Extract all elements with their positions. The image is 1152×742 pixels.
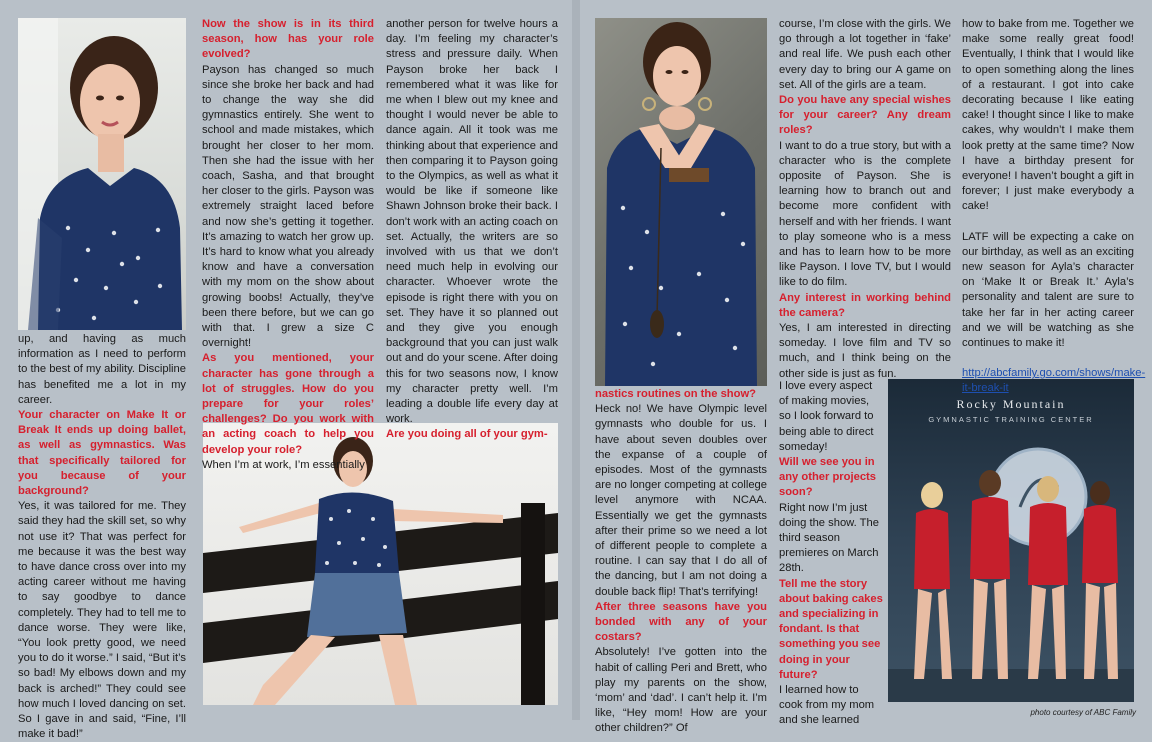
interview-question: Are you doing all of your gym- [386,428,548,441]
interview-question: Now the show is in its third season, how has your role evolved? [202,18,374,61]
poster-illustration [888,379,1134,702]
interview-question: As you mentioned, your character has gone through a lot of struggles. How do you prepare for your roles’ challenges? Do you work with an acting coach to help you develop your role? [202,352,374,456]
interview-answer: I learned how to cook from my mom and she learned [779,684,875,727]
interview-question: Do you have any special wishes for your career? Any dream roles? [779,94,951,137]
interview-question: After three seasons have you bonded with any of your costars? [595,600,767,644]
column-4 [595,387,767,735]
interview-answer: Absolutely! I’ve gotten into the habit of calling Peri and Brett, who play my parents on the show, ‘mom’ and ‘dad’. I can’t help it. I’m like, “Hey mom! How are your other children?” Of [595,646,767,735]
interview-answer: course, I’m close with the girls. We go through a lot together in ‘fake’ and real life. We push each other every day to bring our A game on set. All of the girls are a team. [779,18,952,91]
column-5 [779,17,951,379]
interview-answer: how to bake from me. Together we make some really great food! Eventually, I think that I would like to open something along the lines of a restaurant. I got into cake decorating because I like eating cake! I thought since I like to make cakes, why wouldn’t I make them look pretty at the same time? Now I have a birthday present for everyone! I haven’t bought a gift in forever; I just make everybody a cake! [962,18,1134,213]
poster-title: Rocky Mountain [956,397,1066,411]
interview-answer: Yes, it was tailored for me. They said they had the skill set, so why not use it? That was perfect for me because it was the best way to have dance cross over into my acting career without me having to say goodbye to dance completely. They had to tell me to dance worse. They were like, “You look pretty good, we need you to do it worse.” I said, “But it’s so bad! My elbows down and my back is arched!” They could see how much I loved dancing on set. So I gave in and said, “Fine, I’ll make it bad!” [18,500,186,741]
hands-chin-illustration [595,18,767,386]
interview-question: nastics routines on the show? [595,388,756,400]
interview-answer: LATF will be expecting a cake on our birthday, as well as an exciting new season for Ayla’s character on ‘Make It or Break It.’ Ayla’s personality and talent are sure to take her far in her acting career and we will be watching as she continues to make it! [962,230,1134,350]
interview-question: Will we see you in any other projects soon? [779,456,876,499]
interview-answer: up, and having as much information as I need to perform to the best of my ability. Discipline has benefited me a lot in my career. [18,333,186,406]
column-1 [18,332,186,741]
poster-subtitle: GYMNASTIC TRAINING CENTER [928,415,1094,424]
column-3 [386,17,558,441]
interview-answer: Right now I’m just doing the show. The third season premieres on March 28th. [779,501,879,575]
portrait-illustration [18,18,186,330]
hands-chin-photo [595,18,767,386]
interview-answer: I love every aspect of making movies, so I look forward to being able to direct someday! [779,380,874,453]
interview-answer: When I’m at work, I’m essentially [202,458,365,471]
interview-answer: I want to do a true story, but with a character who is the complete opposite of Payson. She is learning how to branch out and become more confident with herself and with her friends. I want to play someone who is a mess and has to learn how to be more like Payson. I love TV, but I would like to do film. [779,139,951,289]
page-gutter [572,0,580,720]
gymnastics-poster-photo [888,379,1134,702]
interview-answer: another person for twelve hours a day. I’m feeling my character’s stress and pressure daily. When Payson broke her back I remembered what it was like for me when I blew out my knee and thought I would never be able to dance again. All it took was me thinking about that experience and then comparing it to Payson going to the Olympics, as well as what it would be like if someone like Shawn Johnson broke their back. I don’t work with an acting coach on set. Actually, the writers are so involved with us that we don’t need much help in evolving our character. Whoever wrote the episode is right there with you on set. They have it so planned out and they give you enough background that you can just walk out and do your scene. After doing this for two seasons now, I know my character pretty well. I’m leading a double life every day at work. [386,18,558,426]
paragraph-spacer [962,215,1134,230]
show-website-link[interactable]: http://abcfamily.go.com/shows/make-it-break-it [962,367,1146,395]
column-6 [962,17,1146,395]
interview-question: Tell me the story about baking cakes and specializing in fondant. Is that something you see doing in your future? [779,577,883,681]
column-2 [202,17,374,471]
paragraph-spacer [962,351,1134,366]
photo-caption: photo courtesy of ABC Family [1030,708,1136,717]
interview-question: Any interest in working behind the camera? [779,291,951,319]
portrait-photo [18,18,186,330]
interview-answer: Yes, I am interested in directing someday. I love film and TV so much, and I think being on the other side is just as fun. [779,322,951,380]
column-5-lower [779,379,883,727]
interview-question: Your character on Make It or Break It ends up doing ballet, as well as gymnastics. Was that specifically tailored for you because of your background? [18,409,186,498]
interview-answer: Heck no! We have Olympic level gymnasts who double for us. I have about seven doubles over the expanse of a couple of episodes. Most of the gymnasts are no longer competing at college level anymore with NCAA. Essentially we get the gymnasts after their prime so we need a lot of different people to complete a routine. I can say that I do all of the dancing, but I am not doing a double back flip! That’s terrifying! [595,403,767,598]
interview-answer: Payson has changed so much since she broke her back and had to change the way she did gymnastics entirely. She went to school and made mistakes, which brought her closer to her mom. Then she had the issue with her coach, Sasha, and that brought her closer to the girls. Payson was extremely straight laced before and now she’s getting it together. It’s amazing to watch her grow up. It’s hard to know what you already know and have a conversation with my mom on the show about growing boobs! Actually, they’ve been there before, but we can go with that. I grew a size C overnight! [202,63,374,350]
